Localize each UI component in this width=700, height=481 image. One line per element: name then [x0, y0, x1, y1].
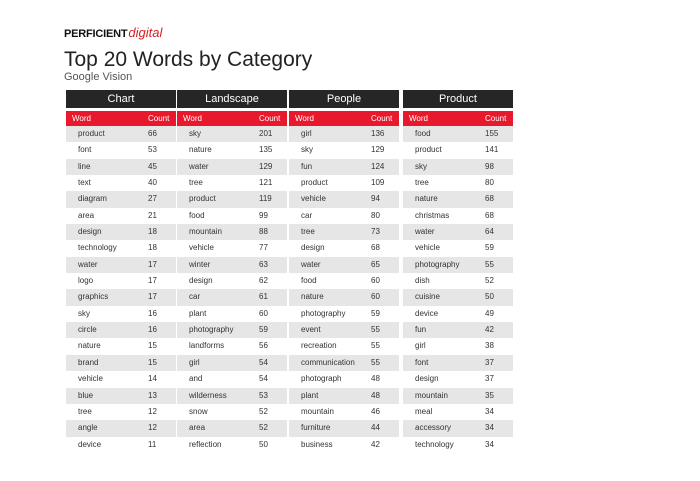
table-row — [66, 404, 176, 420]
word-cell: product — [78, 129, 105, 138]
count-column-header: Count — [485, 114, 507, 123]
word-cell: text — [78, 178, 91, 188]
table-row — [177, 404, 287, 420]
word-cell: food — [189, 210, 205, 220]
table-row — [289, 159, 399, 175]
word-cell: mountain — [189, 227, 222, 237]
word-cell: tree — [78, 406, 92, 416]
table-row — [66, 126, 176, 142]
logo-digital-text: digital — [128, 25, 163, 40]
table-row — [403, 208, 513, 224]
word-cell: photograph — [301, 374, 342, 384]
count-cell: 49 — [485, 308, 494, 318]
count-cell: 60 — [259, 308, 268, 318]
count-cell: 64 — [485, 227, 494, 237]
word-cell: fun — [301, 161, 313, 171]
logo — [64, 25, 162, 39]
count-cell: 18 — [148, 227, 157, 237]
count-cell: 18 — [148, 243, 157, 253]
count-cell: 56 — [259, 341, 268, 351]
table-row — [66, 191, 176, 207]
table-row — [177, 338, 287, 354]
count-cell: 53 — [259, 390, 268, 400]
word-cell: landforms — [189, 341, 225, 351]
table-row — [66, 437, 176, 453]
table-body — [66, 126, 176, 453]
word-cell: meal — [415, 406, 433, 416]
table-row — [289, 388, 399, 404]
word-cell: font — [415, 357, 429, 367]
word-cell: area — [78, 210, 95, 220]
word-cell: recreation — [301, 341, 337, 351]
table-row — [177, 420, 287, 436]
column-header-row — [289, 111, 399, 126]
table-row — [177, 273, 287, 289]
word-cell: nature — [78, 341, 101, 351]
table-row — [289, 273, 399, 289]
table-row — [177, 355, 287, 371]
count-cell: 129 — [259, 161, 273, 171]
table-row — [66, 306, 176, 322]
count-cell: 80 — [485, 178, 494, 188]
word-cell: diagram — [78, 194, 107, 204]
count-cell: 99 — [259, 210, 268, 220]
table-row — [177, 240, 287, 256]
word-column-header: Word — [183, 114, 202, 123]
word-cell: tree — [189, 178, 203, 188]
count-cell: 61 — [259, 292, 268, 302]
count-cell: 65 — [371, 259, 380, 269]
word-cell: dish — [415, 276, 430, 286]
count-cell: 68 — [371, 243, 380, 253]
table-row — [66, 273, 176, 289]
count-cell: 37 — [485, 374, 494, 384]
count-cell: 48 — [371, 374, 380, 384]
word-cell: furniture — [301, 423, 331, 433]
table-row — [289, 355, 399, 371]
count-cell: 17 — [148, 259, 157, 269]
page-title: Top 20 Words by Category — [64, 48, 313, 71]
category-table-people — [289, 90, 399, 453]
count-cell: 46 — [371, 406, 380, 416]
count-cell: 68 — [485, 194, 494, 204]
table-row — [66, 322, 176, 338]
category-title-people: People — [289, 90, 399, 108]
word-cell: winter — [189, 259, 211, 269]
word-column-header: Word — [72, 114, 91, 123]
table-row — [403, 175, 513, 191]
word-column-header: Word — [295, 114, 314, 123]
word-cell: photography — [301, 308, 346, 318]
count-cell: 45 — [148, 161, 157, 171]
count-cell: 201 — [259, 129, 273, 138]
table-row — [403, 420, 513, 436]
table-row — [289, 240, 399, 256]
count-cell: 42 — [485, 325, 494, 335]
word-cell: technology — [415, 439, 454, 449]
word-cell: vehicle — [189, 243, 214, 253]
word-cell: communication — [301, 357, 355, 367]
category-title-landscape: Landscape — [177, 90, 287, 108]
logo-brand-text: PERFICIENT — [64, 28, 128, 40]
table-row — [289, 191, 399, 207]
word-cell: line — [78, 161, 91, 171]
word-cell: snow — [189, 406, 208, 416]
table-row — [66, 371, 176, 387]
table-row — [66, 224, 176, 240]
table-row — [403, 404, 513, 420]
page-subtitle: Google Vision — [64, 71, 133, 83]
word-cell: plant — [301, 390, 319, 400]
word-cell: food — [415, 129, 431, 138]
word-cell: girl — [301, 129, 312, 138]
word-cell: product — [189, 194, 216, 204]
table-row — [403, 240, 513, 256]
category-table-landscape — [177, 90, 287, 453]
count-cell: 98 — [485, 161, 494, 171]
count-cell: 55 — [371, 341, 380, 351]
count-cell: 52 — [259, 406, 268, 416]
count-cell: 135 — [259, 145, 273, 155]
word-cell: mountain — [415, 390, 448, 400]
table-row — [66, 388, 176, 404]
word-cell: angle — [78, 423, 98, 433]
word-cell: graphics — [78, 292, 109, 302]
category-title-product: Product — [403, 90, 513, 108]
count-cell: 50 — [259, 439, 268, 449]
word-column-header: Word — [409, 114, 428, 123]
count-cell: 121 — [259, 178, 273, 188]
count-column-header: Count — [148, 114, 170, 123]
count-cell: 68 — [485, 210, 494, 220]
table-row — [177, 224, 287, 240]
count-cell: 54 — [259, 357, 268, 367]
column-header-row — [66, 111, 176, 126]
table-row — [403, 257, 513, 273]
count-cell: 52 — [259, 423, 268, 433]
table-row — [403, 142, 513, 158]
table-row — [66, 142, 176, 158]
word-cell: cuisine — [415, 292, 440, 302]
word-cell: car — [301, 210, 313, 220]
count-cell: 12 — [148, 423, 157, 433]
table-row — [177, 437, 287, 453]
word-cell: product — [415, 145, 442, 155]
word-cell: girl — [415, 341, 426, 351]
word-cell: nature — [301, 292, 324, 302]
count-cell: 60 — [371, 276, 380, 286]
count-cell: 50 — [485, 292, 494, 302]
table-row — [177, 388, 287, 404]
count-cell: 34 — [485, 439, 494, 449]
table-row — [403, 159, 513, 175]
table-row — [403, 388, 513, 404]
table-row — [177, 371, 287, 387]
count-column-header: Count — [259, 114, 281, 123]
category-tables — [64, 90, 517, 452]
word-cell: reflection — [189, 439, 222, 449]
word-cell: logo — [78, 276, 94, 286]
count-cell: 34 — [485, 406, 494, 416]
word-cell: sky — [189, 129, 201, 138]
word-cell: water — [78, 259, 98, 269]
table-row — [403, 371, 513, 387]
word-cell: food — [301, 276, 317, 286]
word-cell: blue — [78, 390, 94, 400]
count-cell: 42 — [371, 439, 380, 449]
count-cell: 16 — [148, 308, 157, 318]
table-row — [66, 159, 176, 175]
count-cell: 62 — [259, 276, 268, 286]
table-row — [289, 371, 399, 387]
table-row — [403, 338, 513, 354]
word-cell: sky — [301, 145, 313, 155]
count-cell: 17 — [148, 292, 157, 302]
table-row — [66, 355, 176, 371]
count-cell: 155 — [485, 129, 499, 138]
count-cell: 34 — [485, 423, 494, 433]
table-row — [66, 420, 176, 436]
table-row — [66, 240, 176, 256]
column-header-row — [177, 111, 287, 126]
table-row — [289, 437, 399, 453]
count-cell: 59 — [371, 308, 380, 318]
count-cell: 136 — [371, 129, 385, 138]
count-cell: 13 — [148, 390, 157, 400]
table-row — [289, 257, 399, 273]
table-row — [403, 273, 513, 289]
table-row — [177, 257, 287, 273]
count-cell: 119 — [259, 194, 272, 204]
table-row — [403, 306, 513, 322]
count-cell: 15 — [148, 357, 157, 367]
table-row — [289, 338, 399, 354]
count-cell: 73 — [371, 227, 380, 237]
word-cell: business — [301, 439, 333, 449]
count-column-header: Count — [371, 114, 393, 123]
count-cell: 54 — [259, 374, 268, 384]
word-cell: circle — [78, 325, 97, 335]
word-cell: wilderness — [189, 390, 227, 400]
word-cell: girl — [189, 357, 200, 367]
column-header-row — [403, 111, 513, 126]
count-cell: 12 — [148, 406, 157, 416]
count-cell: 59 — [485, 243, 494, 253]
table-row — [177, 306, 287, 322]
table-row — [403, 322, 513, 338]
table-row — [289, 208, 399, 224]
count-cell: 124 — [371, 161, 385, 171]
count-cell: 77 — [259, 243, 268, 253]
word-cell: font — [78, 145, 92, 155]
word-cell: design — [78, 227, 102, 237]
count-cell: 37 — [485, 357, 494, 367]
word-cell: area — [189, 423, 206, 433]
table-row — [177, 208, 287, 224]
count-cell: 55 — [485, 259, 494, 269]
count-cell: 21 — [148, 210, 157, 220]
word-cell: device — [415, 308, 439, 318]
count-cell: 35 — [485, 390, 494, 400]
word-cell: christmas — [415, 210, 450, 220]
count-cell: 27 — [148, 194, 157, 204]
word-cell: nature — [189, 145, 212, 155]
table-row — [403, 224, 513, 240]
table-row — [289, 142, 399, 158]
word-cell: design — [415, 374, 439, 384]
word-cell: technology — [78, 243, 117, 253]
count-cell: 11 — [148, 439, 157, 449]
count-cell: 15 — [148, 341, 157, 351]
table-row — [289, 322, 399, 338]
table-row — [289, 306, 399, 322]
table-row — [177, 175, 287, 191]
word-cell: mountain — [301, 406, 334, 416]
category-table-product — [403, 90, 513, 453]
word-cell: photography — [415, 259, 460, 269]
count-cell: 55 — [371, 357, 380, 367]
table-body — [403, 126, 513, 453]
word-cell: design — [301, 243, 325, 253]
table-row — [289, 289, 399, 305]
count-cell: 141 — [485, 145, 499, 155]
count-cell: 53 — [148, 145, 157, 155]
count-cell: 88 — [259, 227, 268, 237]
word-cell: vehicle — [78, 374, 103, 384]
count-cell: 129 — [371, 145, 385, 155]
category-title-chart: Chart — [66, 90, 176, 108]
word-cell: vehicle — [415, 243, 440, 253]
word-cell: tree — [415, 178, 429, 188]
count-cell: 52 — [485, 276, 494, 286]
table-row — [66, 257, 176, 273]
table-row — [289, 175, 399, 191]
word-cell: device — [78, 439, 102, 449]
table-body — [289, 126, 399, 453]
count-cell: 55 — [371, 325, 380, 335]
word-cell: sky — [415, 161, 427, 171]
word-cell: design — [189, 276, 213, 286]
count-cell: 14 — [148, 374, 157, 384]
table-row — [403, 289, 513, 305]
table-row — [289, 404, 399, 420]
category-table-chart — [66, 90, 176, 453]
count-cell: 17 — [148, 276, 157, 286]
table-row — [177, 142, 287, 158]
count-cell: 16 — [148, 325, 157, 335]
count-cell: 80 — [371, 210, 380, 220]
table-row — [66, 289, 176, 305]
table-row — [66, 175, 176, 191]
table-row — [177, 126, 287, 142]
word-cell: sky — [78, 308, 90, 318]
word-cell: event — [301, 325, 321, 335]
count-cell: 109 — [371, 178, 385, 188]
table-row — [289, 224, 399, 240]
table-body — [177, 126, 287, 453]
count-cell: 66 — [148, 129, 157, 138]
word-cell: water — [415, 227, 435, 237]
count-cell: 38 — [485, 341, 494, 351]
word-cell: accessory — [415, 423, 452, 433]
table-row — [403, 126, 513, 142]
word-cell: water — [301, 259, 321, 269]
word-cell: vehicle — [301, 194, 326, 204]
table-row — [289, 126, 399, 142]
count-cell: 94 — [371, 194, 380, 204]
count-cell: 44 — [371, 423, 380, 433]
table-row — [403, 191, 513, 207]
table-row — [289, 420, 399, 436]
word-cell: fun — [415, 325, 427, 335]
table-row — [66, 338, 176, 354]
word-cell: water — [189, 161, 209, 171]
word-cell: tree — [301, 227, 315, 237]
word-cell: nature — [415, 194, 438, 204]
table-row — [177, 289, 287, 305]
word-cell: car — [189, 292, 201, 302]
table-row — [177, 159, 287, 175]
table-row — [177, 191, 287, 207]
count-cell: 40 — [148, 178, 157, 188]
count-cell: 48 — [371, 390, 380, 400]
table-row — [177, 322, 287, 338]
word-cell: plant — [189, 308, 207, 318]
table-row — [403, 437, 513, 453]
count-cell: 60 — [371, 292, 380, 302]
word-cell: product — [301, 178, 328, 188]
word-cell: and — [189, 374, 203, 384]
table-row — [403, 355, 513, 371]
table-row — [66, 208, 176, 224]
word-cell: brand — [78, 357, 99, 367]
word-cell: photography — [189, 325, 234, 335]
count-cell: 59 — [259, 325, 268, 335]
count-cell: 63 — [259, 259, 268, 269]
